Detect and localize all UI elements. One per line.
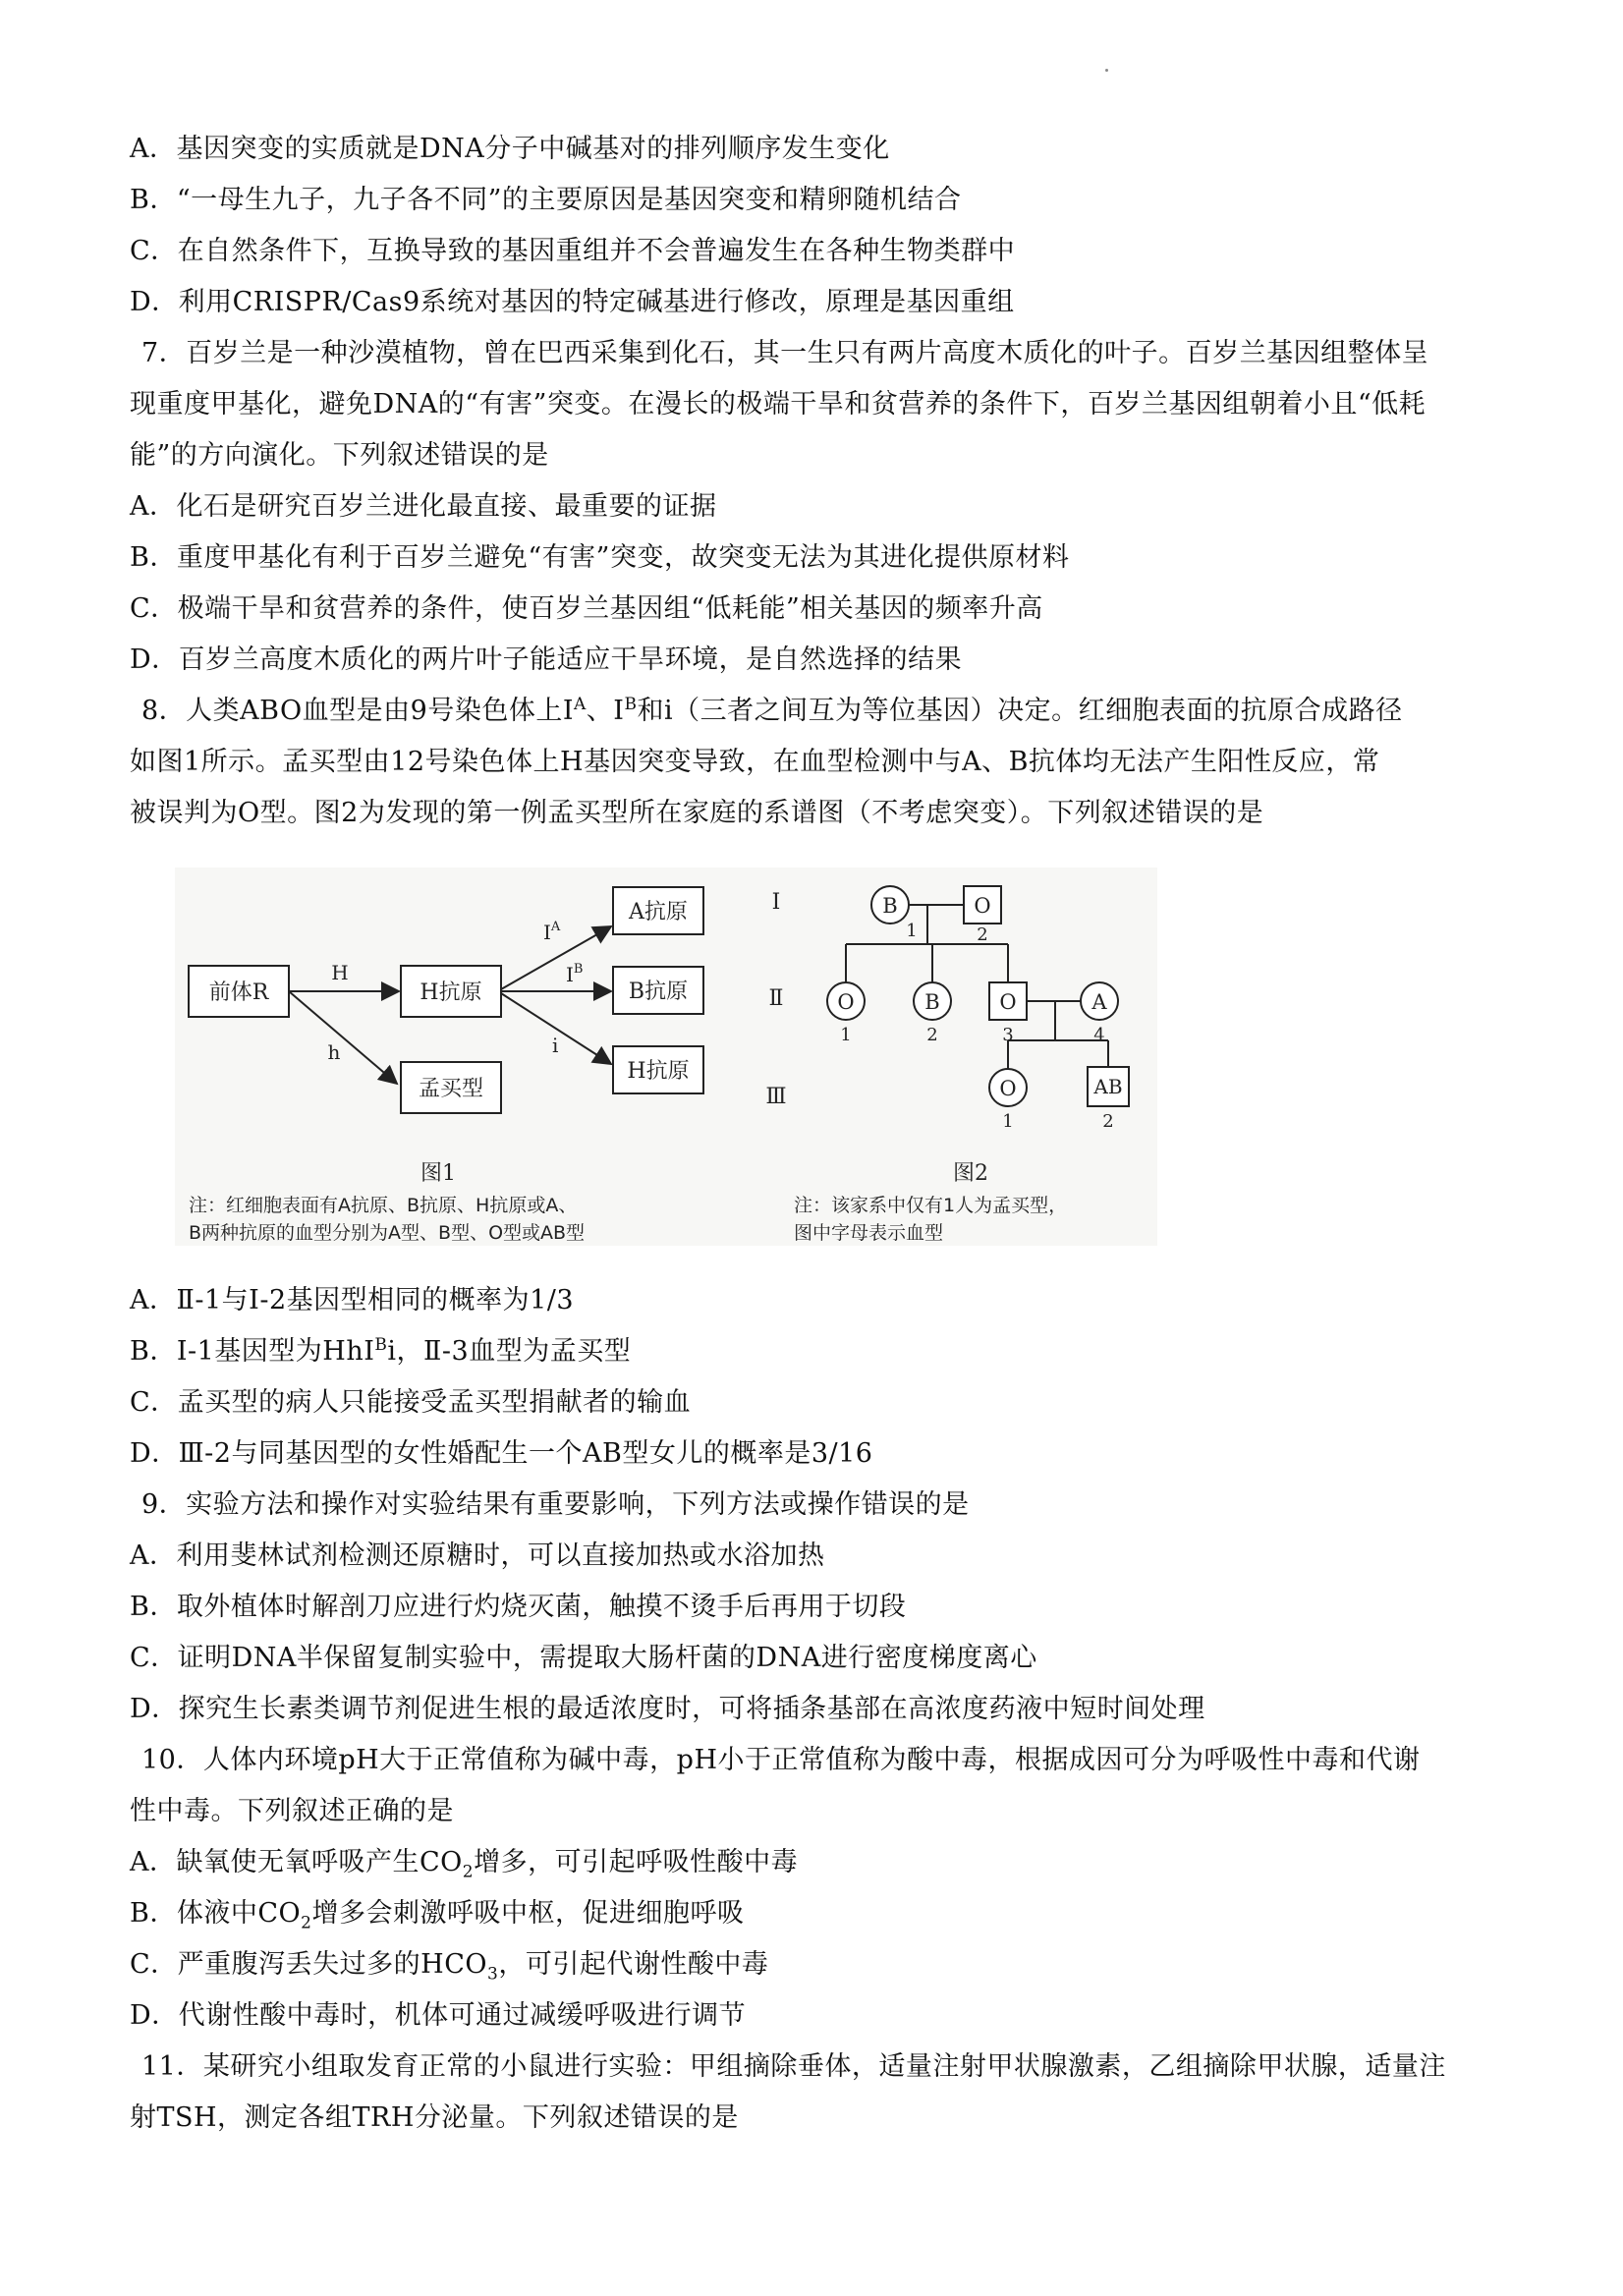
h-antigen-out-label: H抗原 bbox=[627, 1059, 690, 1084]
arrow-ia bbox=[501, 926, 611, 989]
q10-option-b-text-b: 增多会刺激呼吸中枢，促进细胞呼吸 bbox=[311, 1898, 745, 1929]
q7-stem-line1: 7．百岁兰是一种沙漠植物，曾在巴西采集到化石，其一生只有两片高度木质化的叶子。百岁兰基因组整体呈 bbox=[141, 338, 1429, 368]
gene-ib-label bbox=[566, 962, 583, 986]
pedigree-iii2-number: 2 bbox=[1102, 1111, 1114, 1132]
pedigree-i2-blood: O bbox=[974, 894, 991, 918]
q7-option-c: C．极端干旱和贫营养的条件，使百岁兰基因组“低耗能”相关基因的频率升高 bbox=[130, 593, 1043, 624]
q8-option-d: D．Ⅲ-2与同基因型的女性婚配生一个AB型女儿的概率是3/16 bbox=[130, 1438, 873, 1469]
precursor-label: 前体R bbox=[208, 980, 269, 1005]
pedigree-ii2-number: 2 bbox=[926, 1025, 938, 1045]
gene-h-lower-label: h bbox=[327, 1040, 341, 1064]
q10-stem-line2: 性中毒。下列叙述正确的是 bbox=[130, 1796, 454, 1826]
q7-option-a: A．化石是研究百岁兰进化最直接、最重要的证据 bbox=[130, 491, 717, 522]
q8-option-c: C．孟买型的病人只能接受孟买型捐献者的输血 bbox=[130, 1387, 692, 1418]
q7-stem-line2: 现重度甲基化，避免DNA的“有害”突变。在漫长的极端干旱和贫营养的条件下，百岁兰基因组朝着小且“低耗 bbox=[130, 389, 1427, 420]
gene-i-label: i bbox=[552, 1034, 559, 1057]
b-antigen-label: B抗原 bbox=[628, 980, 689, 1004]
pedigree-i2-number: 2 bbox=[977, 924, 988, 945]
figure1-note-line1: 注：红细胞表面有A抗原、B抗原、H抗原或A、 bbox=[189, 1195, 578, 1216]
q10-option-d: D．代谢性酸中毒时，机体可通过减缓呼吸进行调节 bbox=[130, 2000, 747, 2031]
gene-ib-sup: B bbox=[573, 962, 584, 977]
pedigree-ii1-blood: O bbox=[837, 990, 855, 1014]
h-antigen-label: H抗原 bbox=[420, 980, 482, 1005]
q9-option-c: C．证明DNA半保留复制实验中，需提取大肠杆菌的DNA进行密度梯度离心 bbox=[130, 1643, 1037, 1673]
q8-stem-text-c: 和i（三者之间互为等位基因）决定。红细胞表面的抗原合成路径 bbox=[637, 696, 1403, 726]
q9-option-a: A．利用斐林试剂检测还原糖时，可以直接加热或水浴加热 bbox=[130, 1540, 825, 1571]
q10-option-b-sub: 2 bbox=[301, 1913, 312, 1933]
q10-stem-line1: 10．人体内环境pH大于正常值称为碱中毒，pH小于正常值称为酸中毒，根据成因可分为呼吸性中毒和代谢 bbox=[141, 1745, 1421, 1775]
figures-svg bbox=[175, 868, 1157, 1246]
generation-ii-label: Ⅱ bbox=[768, 986, 784, 1011]
generation-i-label: I bbox=[771, 890, 781, 915]
pedigree-ii1-number: 1 bbox=[840, 1025, 852, 1045]
pedigree-ii3-blood: O bbox=[999, 990, 1017, 1014]
pedigree-i1-blood: B bbox=[882, 894, 898, 918]
q8-option-a: A．Ⅱ-1与I-2基因型相同的概率为1/3 bbox=[130, 1285, 575, 1316]
q10-option-c-text-a: C．严重腹泻丢失过多的HCO bbox=[130, 1949, 487, 1980]
q8-option-b-text-b: i，Ⅱ-3血型为孟买型 bbox=[387, 1336, 632, 1367]
figure2-note-line1: 注：该家系中仅有1人为孟买型， bbox=[794, 1195, 1068, 1216]
q6-option-d: D．利用CRISPR/Cas9系统对基因的特定碱基进行修改，原理是基因重组 bbox=[130, 287, 1015, 317]
figure2-caption: 图2 bbox=[953, 1161, 988, 1186]
q10-option-a-sub: 2 bbox=[462, 1862, 475, 1882]
figure2-note-line2: 图中字母表示血型 bbox=[794, 1222, 944, 1244]
q10-option-c-text-b: ，可引起代谢性酸中毒 bbox=[498, 1949, 769, 1980]
pedigree-iii1-blood: O bbox=[999, 1077, 1017, 1100]
q8-stem-line1 bbox=[141, 692, 1517, 731]
generation-iii-label: Ⅲ bbox=[765, 1085, 787, 1109]
q6-option-c: C．在自然条件下，互换导致的基因重组并不会普遍发生在各种生物类群中 bbox=[130, 236, 1016, 266]
pedigree-i1-number: 1 bbox=[906, 921, 918, 941]
q8-stem-line2: 如图1所示。孟买型由12号染色体上H基因突变导致，在血型检测中与A、B抗体均无法产生阳性反应，常 bbox=[130, 747, 1380, 777]
arrow-h-lower bbox=[289, 991, 397, 1084]
q10-option-a-text-a: A．缺氧使无氧呼吸产生CO bbox=[130, 1847, 463, 1877]
pedigree-iii1-number: 1 bbox=[1002, 1111, 1014, 1132]
q8-allele-b-sup: B bbox=[624, 695, 638, 714]
antigen-pathway-diagram bbox=[189, 887, 703, 1244]
q7-stem-line3: 能”的方向演化。下列叙述错误的是 bbox=[130, 440, 549, 471]
q8-option-b bbox=[130, 1332, 1505, 1372]
figure1-note-line2: B两种抗原的血型分别为A型、B型、O型或AB型 bbox=[189, 1222, 586, 1244]
q8-option-b-sup: B bbox=[374, 1335, 388, 1355]
gene-ia-base: I bbox=[543, 921, 551, 944]
pedigree-ii4-blood: A bbox=[1091, 990, 1107, 1014]
q8-option-b-text-a: B．I-1基因型为HhI bbox=[130, 1336, 375, 1367]
q8-stem-text-a: 8．人类ABO血型是由9号染色体上I bbox=[141, 696, 574, 726]
q10-option-b-text-a: B．体液中CO bbox=[130, 1898, 302, 1929]
q6-option-b: B．“一母生九子，九子各不同”的主要原因是基因突变和精卵随机结合 bbox=[130, 185, 962, 215]
q10-option-a-text-b: 增多，可引起呼吸性酸中毒 bbox=[474, 1847, 799, 1877]
pedigree-iii2-blood: AB bbox=[1093, 1075, 1123, 1098]
q10-option-a bbox=[130, 1843, 1505, 1882]
q7-option-b: B．重度甲基化有利于百岁兰避免“有害”突变，故突变无法为其进化提供原材料 bbox=[130, 542, 1070, 573]
gene-ib-base: I bbox=[566, 963, 574, 986]
q9-option-b: B．取外植体时解剖刀应进行灼烧灭菌，触摸不烫手后再用于切段 bbox=[130, 1592, 907, 1622]
q8-stem-text-b: 、I bbox=[586, 696, 625, 726]
bombay-label: 孟买型 bbox=[418, 1077, 484, 1101]
q11-stem-line1: 11．某研究小组取发育正常的小鼠进行实验：甲组摘除垂体，适量注射甲状腺激素，乙组摘除甲状腺，适量注 bbox=[141, 2051, 1446, 2082]
pedigree-ii2-blood: B bbox=[924, 990, 940, 1014]
gene-ia-sup: A bbox=[550, 920, 561, 934]
gene-h-upper-label: H bbox=[331, 961, 349, 984]
q6-option-a: A．基因突变的实质就是DNA分子中碱基对的排列顺序发生变化 bbox=[130, 134, 890, 164]
q8-allele-a-sup: A bbox=[574, 695, 587, 714]
q9-stem: 9．实验方法和操作对实验结果有重要影响，下列方法或操作错误的是 bbox=[141, 1489, 970, 1520]
q10-option-c bbox=[130, 1945, 1505, 1985]
figure-panel bbox=[175, 868, 1157, 1246]
pedigree-diagram bbox=[765, 886, 1129, 1244]
pedigree-ii3-number: 3 bbox=[1002, 1025, 1014, 1045]
q10-option-b bbox=[130, 1894, 1505, 1933]
figure1-caption: 图1 bbox=[420, 1161, 456, 1186]
gene-ia-label bbox=[543, 920, 561, 944]
q7-option-d: D．百岁兰高度木质化的两片叶子能适应干旱环境，是自然选择的结果 bbox=[130, 644, 963, 675]
q10-option-c-sub: 3 bbox=[487, 1964, 499, 1985]
pedigree-ii4-number: 4 bbox=[1093, 1025, 1105, 1045]
q8-stem-line3: 被误判为O型。图2为发现的第一例孟买型所在家庭的系谱图（不考虑突变）。下列叙述错误的是 bbox=[130, 798, 1264, 828]
a-antigen-label: A抗原 bbox=[629, 900, 688, 924]
scan-speck bbox=[1105, 69, 1108, 72]
q9-option-d: D．探究生长素类调节剂促进生根的最适浓度时，可将插条基部在高浓度药液中短时间处理 bbox=[130, 1694, 1205, 1724]
q11-stem-line2: 射TSH，测定各组TRH分泌量。下列叙述错误的是 bbox=[130, 2102, 739, 2133]
